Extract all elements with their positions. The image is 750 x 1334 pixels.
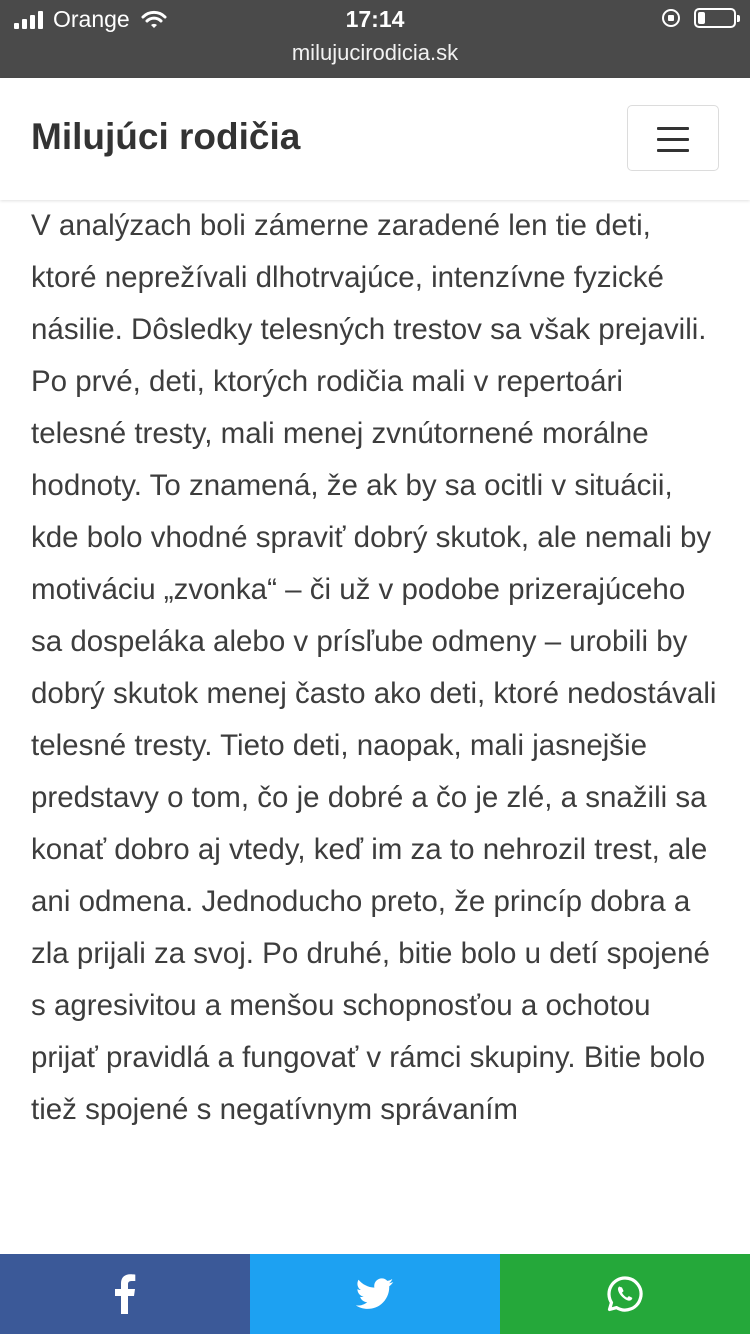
twitter-icon (356, 1278, 394, 1310)
article-paragraph: V analýzach boli zámerne zaradené len tie deti, ktoré neprežívali dlhotrvajúce, intenzívne fyzické násilie. Dôsledky telesných trestov sa však prejavili. Po prvé, deti, ktorých rodičia mali v repertoári telesné tresty, mali menej zvnútornené morálne hodnoty. To znamená, že ak by sa ocitli v situácii, kde bolo vhodné spraviť dobrý skutok, ale nemali by motiváciu „zvonka“ – či už v podobe prizerajúceho sa dospeláka alebo v prísľube odmeny – urobili by dobrý skutok menej často ako deti, ktoré nedostávali telesné tresty. Tieto deti, naopak, mali jasnejšie predstavy o tom, čo je dobré a čo je zlé, a snažili sa konať dobro aj vtedy, keď im za to nehrozil trest, ale ani odmena. Jednoducho preto, že princíp dobra a zla prijali za svoj. Po druhé, bitie bolo u detí spojené s agresivitou a menšou schopnosťou a ochotou prijať pravidlá a fungovať v rámci skupiny. Bitie bolo tiež spojené s negatívnym správaním (31, 209, 717, 1126)
battery-level (698, 12, 705, 24)
battery-icon (694, 8, 736, 28)
orientation-lock-icon (662, 9, 680, 27)
site-title[interactable]: Milujúci rodičia (31, 116, 301, 157)
share-twitter-button[interactable] (250, 1254, 500, 1334)
share-facebook-button[interactable] (0, 1254, 250, 1334)
menu-button[interactable] (627, 105, 719, 171)
hamburger-menu-icon (657, 127, 689, 130)
hamburger-menu-icon (657, 138, 689, 141)
article-body (0, 200, 750, 1254)
carrier-name: Orange (53, 6, 130, 32)
status-bar (0, 0, 750, 78)
address-bar-url[interactable]: milujucirodicia.sk (291, 40, 459, 65)
status-bar-right (662, 8, 736, 28)
whatsapp-icon (606, 1275, 644, 1313)
share-bar (0, 1254, 750, 1334)
share-whatsapp-button[interactable] (500, 1254, 750, 1334)
hamburger-menu-icon (657, 149, 689, 152)
status-time: 17:14 (345, 6, 405, 32)
facebook-icon (114, 1274, 136, 1314)
site-header (0, 78, 750, 200)
